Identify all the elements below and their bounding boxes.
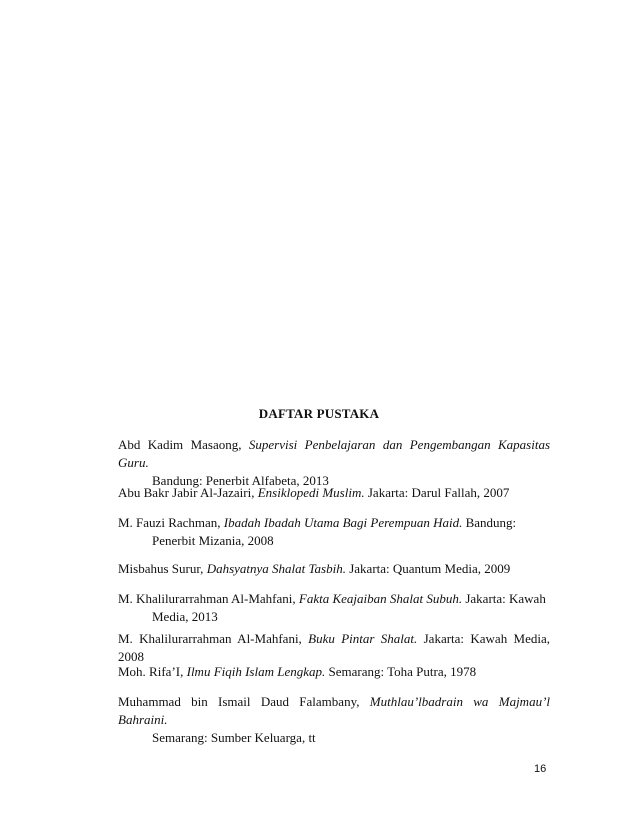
entry-publisher: Bandung: [465, 515, 517, 530]
entry-author: Abd Kadim Masaong, [118, 437, 242, 452]
entry-author: M. Khalilurarrahman Al-Mahfani, [118, 591, 296, 606]
entry-title: Fakta Keajaiban Shalat Subuh. [298, 591, 463, 606]
bibliography-entry [118, 693, 550, 747]
bibliography-entry [118, 514, 550, 550]
entry-publisher: Jakarta: Darul Fallah, 2007 [367, 485, 510, 500]
entry-title: Ilmu Fiqih Islam Lengkap. [186, 664, 326, 679]
entry-author: Abu Bakr Jabir Al-Jazairi, [118, 485, 255, 500]
entry-title: Supervisi Penbelajaran dan Pengembangan Kapasitas Guru. [118, 437, 551, 470]
bibliography-entry [118, 630, 550, 666]
bibliography-entry [118, 663, 550, 681]
entry-author: M. Fauzi Rachman, [118, 515, 221, 530]
entry-author: M. Khalilurarrahman Al-Mahfani, [118, 631, 302, 646]
entry-author: Muhammad bin Ismail Daud Falambany, [118, 694, 360, 709]
page-number: 16 [534, 763, 547, 775]
entry-title: Dahsyatnya Shalat Tasbih. [206, 561, 346, 576]
entry-title: Ibadah Ibadah Utama Bagi Perempuan Haid. [223, 515, 463, 530]
entry-title: Muthlau’lbadrain wa Majmau’l Bahraini. [118, 694, 551, 727]
entry-continuation: Bandung: Penerbit Alfabeta, 2013 [152, 473, 329, 488]
page-title: DAFTAR PUSTAKA [258, 406, 380, 421]
entry-publisher: Semarang: Toha Putra, 1978 [328, 664, 477, 679]
entry-publisher: Jakarta: Kawah Media, 2008 [118, 631, 550, 664]
bibliography-entry [118, 436, 550, 490]
entry-publisher: Jakarta: Quantum Media, 2009 [349, 561, 511, 576]
entry-continuation: Media, 2013 [152, 609, 218, 624]
entry-publisher: Jakarta: Kawah [465, 591, 546, 606]
bibliography-entry [118, 560, 550, 578]
entry-title: Ensiklopedi Muslim. [257, 485, 365, 500]
bibliography-entry [118, 590, 550, 626]
entry-title: Buku Pintar Shalat. [308, 631, 418, 646]
entry-author: Misbahus Surur, [118, 561, 204, 576]
entry-continuation: Penerbit Mizania, 2008 [152, 533, 274, 548]
entry-author: Moh. Rifa’I, [118, 664, 184, 679]
bibliography-entry [118, 484, 550, 502]
entry-continuation: Semarang: Sumber Keluarga, tt [152, 730, 316, 745]
